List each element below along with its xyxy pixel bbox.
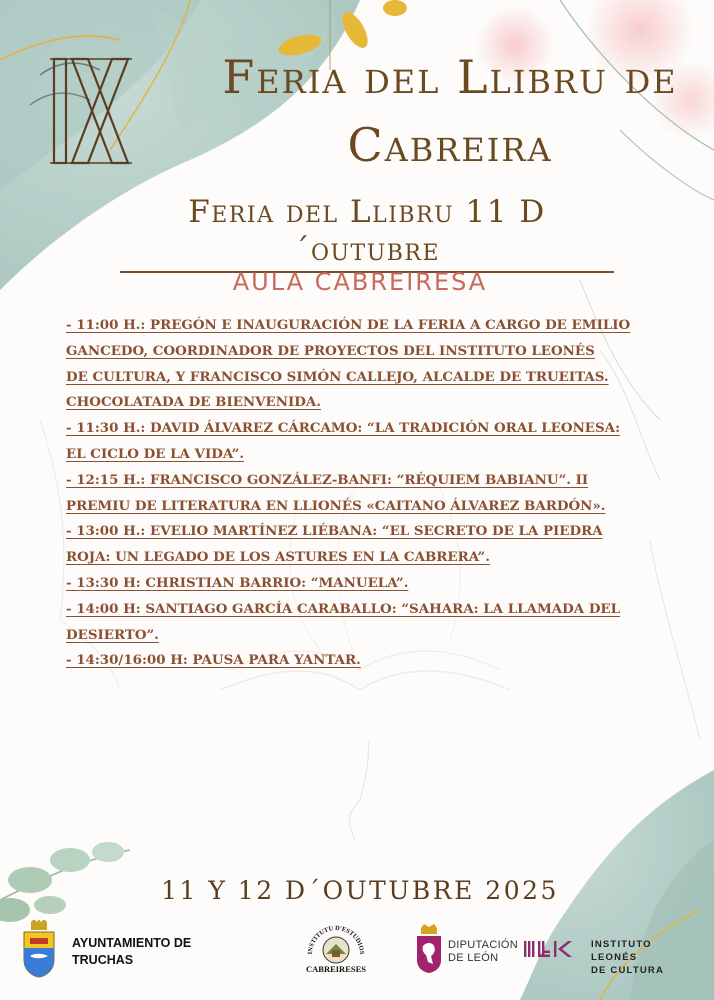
truchas-line1: AYUNTAMIENTO DE (72, 936, 192, 950)
event-dates: 11 Y 12 D´OUTUBRE 2025 (161, 876, 559, 905)
cabreireses-name: CABREIRESES (306, 964, 366, 974)
program-line: DESIERTO”. (66, 626, 159, 643)
program-list (66, 313, 648, 674)
program-line: - 13:00 H.: EVELIO MARTÍNEZ LIÉBANA: “EL SECRETO DE LA PIEDRA (66, 523, 603, 540)
ilc-line3: DE CULTURA (591, 965, 665, 976)
eucalyptus-branch-decoration (0, 842, 130, 922)
numeral-text: IX (90, 125, 92, 126)
program-line: - 13:30 H: CHRISTIAN BARRIO: “MANUELA”. (66, 574, 409, 591)
ilc-line2: LEONÉS (591, 952, 638, 963)
cabreireses-logo (300, 920, 372, 980)
diputacion-logo (414, 922, 524, 977)
program-line: PREMIU DE LITERATURA EN LLIONÉS «CAITANO ÁLVAREZ BARDÓN». (66, 497, 606, 514)
ilc-mark-text: ILC (524, 960, 526, 961)
title-line-2: Cabreira (347, 118, 553, 172)
section-title: AULA CABREIRESA (232, 268, 488, 296)
truchas-logo (22, 920, 222, 980)
diputacion-line2: DE LEÓN (448, 952, 499, 964)
cabreireses-ring-text: INSTITUTU D'ESTUDIOS (306, 924, 366, 955)
program-line: - 14:30/16:00 H: PAUSA PARA YANTAR. (66, 652, 361, 669)
truchas-line2: TRUCHAS (72, 953, 134, 967)
ilc-logo (524, 936, 704, 981)
title-line-1: Feria del Llibru de (222, 50, 678, 104)
program-line: CHOCOLATADA DE BIENVENIDA. (66, 394, 321, 411)
diputacion-line1: DIPUTACIÓN (448, 939, 519, 951)
program-line: EL CICLO DE LA VIDA”. (66, 445, 244, 462)
program-line: - 11:00 H.: PREGÓN E INAUGURACIÓN DE LA FERIA A CARGO DE EMILIO (66, 317, 631, 333)
program-line: - 12:15 H.: FRANCISCO GONZÁLEZ-BANFI: “RÉQUIEM BABIANU”. II (66, 471, 589, 488)
truchas-coat-of-arms (22, 920, 56, 978)
program-line: ROJA: UN LEGADO DE LOS ASTURES EN LA CABRERA”. (66, 549, 490, 566)
program-line: GANCEDO, COORDINADOR DE PROYECTOS DEL INSTITUTO LEONÉS (66, 342, 595, 359)
cabreireses-seal (300, 920, 372, 966)
diputacion-lion-emblem (414, 922, 444, 977)
program-line: DE CULTURA, Y FRANCISCO SIMÓN CALLEJO, ALCALDE DE TRUEITAS. (66, 368, 609, 385)
program-line: - 11:30 H.: DAVID ÁLVAREZ CÁRCAMO: “LA TRADICIÓN ORAL LEONESA: (66, 420, 621, 437)
ilc-line1: INSTITUTO (591, 939, 652, 950)
ilc-logo-mark (524, 939, 582, 961)
edition-numeral (50, 55, 132, 167)
subtitle: Feria del Llibru 11 D´outubre (120, 193, 614, 273)
program-line: - 14:00 H: SANTIAGO GARCÍA CARABALLO: “SAHARA: LA LLAMADA DEL (66, 600, 621, 617)
